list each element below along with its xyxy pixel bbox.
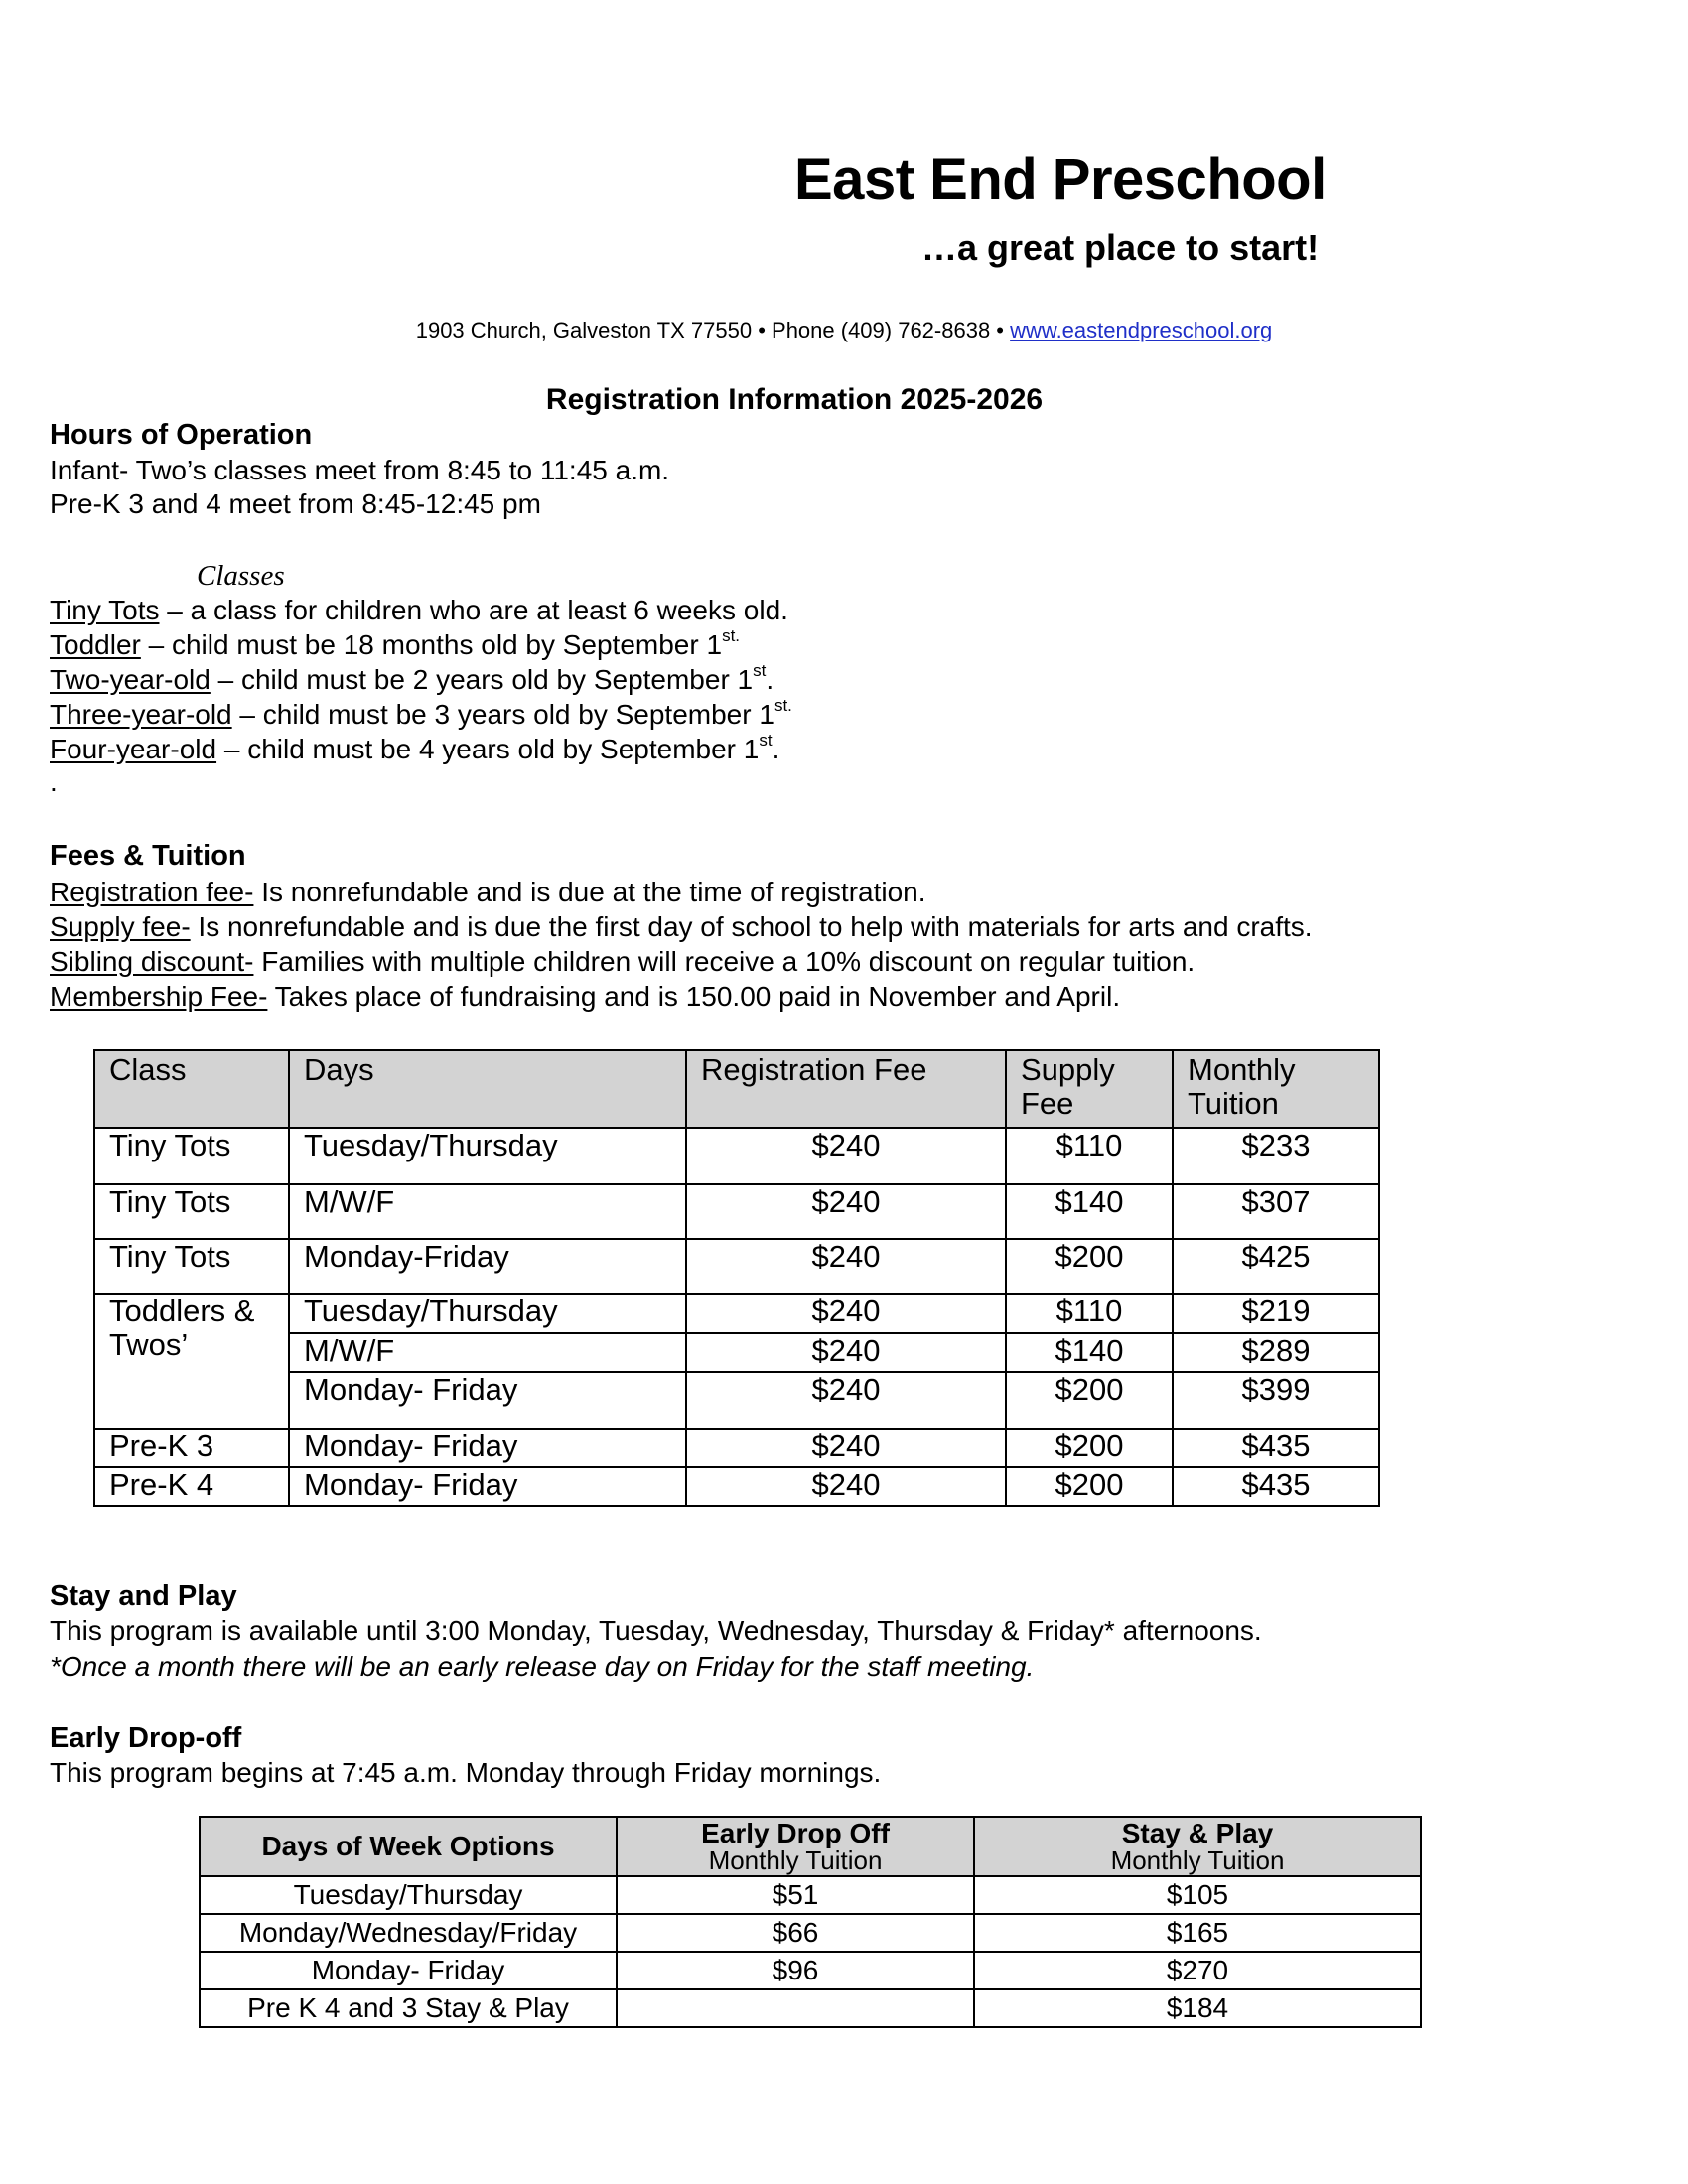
table-row <box>94 1239 1379 1294</box>
table-cell: Pre-K 4 <box>94 1467 289 1506</box>
table-cell: $105 <box>974 1876 1421 1914</box>
address-line <box>0 320 1688 341</box>
table-cell: $240 <box>686 1239 1006 1294</box>
class-end: . <box>766 664 774 695</box>
class-name: Four-year-old <box>50 734 217 764</box>
table-cell: M/W/F <box>289 1184 686 1239</box>
table-row <box>94 1429 1379 1467</box>
stay-play-line: This program is available until 3:00 Monday, Tuesday, Wednesday, Thursday & Friday* afternoons. <box>50 1615 1262 1646</box>
table-cell: Tiny Tots <box>94 1128 289 1184</box>
table-cell: Monday- Friday <box>289 1429 686 1467</box>
fee-item <box>50 948 1195 976</box>
header-cell: Days <box>289 1050 686 1128</box>
table-cell: Monday- Friday <box>289 1372 686 1429</box>
table-cell: $240 <box>686 1429 1006 1467</box>
table-cell: $219 <box>1173 1294 1379 1333</box>
table-cell: $184 <box>974 1989 1421 2027</box>
table-cell: $51 <box>617 1876 974 1914</box>
table-cell: $240 <box>686 1467 1006 1506</box>
class-item <box>50 661 774 695</box>
class-sup: st. <box>774 696 792 715</box>
hours-heading: Hours of Operation <box>50 419 313 451</box>
class-name: Two-year-old <box>50 664 211 695</box>
stray-dot: . <box>50 766 58 797</box>
table-cell: $240 <box>686 1372 1006 1429</box>
table-cell: $289 <box>1173 1333 1379 1372</box>
table-cell: $270 <box>974 1952 1421 1989</box>
table-cell: $140 <box>1006 1184 1173 1239</box>
class-desc: – child must be 4 years old by September 1 <box>216 734 760 764</box>
class-item <box>50 731 780 764</box>
early-dropoff-heading: Early Drop-off <box>50 1722 242 1754</box>
table-cell: Toddlers & Twos’ <box>94 1294 289 1429</box>
fee-term: Membership Fee- <box>50 981 268 1012</box>
table-row <box>94 1184 1379 1239</box>
header-cell: Monthly Tuition <box>1173 1050 1379 1128</box>
header-cell <box>617 1817 974 1876</box>
tagline: …a great place to start! <box>921 227 1320 268</box>
table-cell: $425 <box>1173 1239 1379 1294</box>
table-cell: Monday-Friday <box>289 1239 686 1294</box>
class-item <box>50 696 792 730</box>
class-desc: – child must be 3 years old by September 1 <box>231 699 774 730</box>
header-cell: Supply Fee <box>1006 1050 1173 1128</box>
fee-term: Sibling discount- <box>50 946 254 977</box>
table-row <box>94 1294 1379 1333</box>
table-cell: $200 <box>1006 1372 1173 1429</box>
fee-text: Is nonrefundable and is due at the time of registration. <box>253 877 926 907</box>
class-desc: – child must be 18 months old by September 1 <box>140 629 723 660</box>
table-row <box>200 1876 1421 1914</box>
header-cell: Class <box>94 1050 289 1128</box>
header-cell: Registration Fee <box>686 1050 1006 1128</box>
table-cell: $240 <box>686 1294 1006 1333</box>
early-dropoff-line: This program begins at 7:45 a.m. Monday through Friday mornings. <box>50 1757 882 1788</box>
table-row <box>200 1989 1421 2027</box>
header-title: Early Drop Off <box>701 1817 890 1848</box>
table-cell: Monday- Friday <box>200 1952 617 1989</box>
address-phone: 1903 Church, Galveston TX 77550 • Phone (409) 762-8638 • <box>415 318 1011 342</box>
table-cell: $435 <box>1173 1429 1379 1467</box>
table-cell: Monday- Friday <box>289 1467 686 1506</box>
class-desc: – child must be 2 years old by September 1 <box>210 664 754 695</box>
table-cell: Tuesday/Thursday <box>289 1294 686 1333</box>
class-item <box>50 597 788 624</box>
document-title: Registration Information 2025-2026 <box>545 383 1044 416</box>
table-row <box>200 1914 1421 1952</box>
table-row <box>200 1952 1421 1989</box>
stay-play-note: *Once a month there will be an early release day on Friday for the staff meeting. <box>50 1651 1035 1682</box>
class-sup: st <box>759 731 773 750</box>
class-desc: – a class for children who are at least 6 weeks old. <box>159 595 788 625</box>
stay-play-heading: Stay and Play <box>50 1580 237 1612</box>
table-cell: $110 <box>1006 1128 1173 1184</box>
header-cell <box>974 1817 1421 1876</box>
table-cell: $96 <box>617 1952 974 1989</box>
class-name: Toddler <box>50 629 141 660</box>
table-cell: Pre-K 3 <box>94 1429 289 1467</box>
table-cell: $233 <box>1173 1128 1379 1184</box>
table-cell: $200 <box>1006 1429 1173 1467</box>
class-name: Tiny Tots <box>50 595 160 625</box>
class-end: . <box>772 734 780 764</box>
fee-text: Is nonrefundable and is due the first day of school to help with materials for arts and crafts. <box>190 911 1313 942</box>
fee-item <box>50 879 926 906</box>
header-title: Stay & Play <box>1121 1817 1274 1848</box>
table-cell: $240 <box>686 1333 1006 1372</box>
table-cell: Monday/Wednesday/Friday <box>200 1914 617 1952</box>
header-cell: Days of Week Options <box>200 1817 617 1876</box>
school-name: East End Preschool <box>794 147 1327 211</box>
table-row <box>94 1467 1379 1506</box>
table-cell: M/W/F <box>289 1333 686 1372</box>
extended-care-table <box>199 1816 1422 2028</box>
fees-heading: Fees & Tuition <box>50 840 246 872</box>
header-subtitle: Monthly Tuition <box>1110 1845 1285 1876</box>
class-sup: st. <box>722 626 741 645</box>
table-cell <box>617 1989 974 2027</box>
table-cell: $307 <box>1173 1184 1379 1239</box>
class-sup: st <box>753 661 767 680</box>
fee-table <box>93 1049 1380 1507</box>
table-cell: $435 <box>1173 1467 1379 1506</box>
table-cell: Tuesday/Thursday <box>200 1876 617 1914</box>
table-cell: $200 <box>1006 1467 1173 1506</box>
website-link[interactable]: www.eastendpreschool.org <box>1010 318 1273 342</box>
table-cell: Tiny Tots <box>94 1239 289 1294</box>
table-cell: $200 <box>1006 1239 1173 1294</box>
table-cell: $240 <box>686 1184 1006 1239</box>
table-row <box>94 1128 1379 1184</box>
fee-text: Families with multiple children will receive a 10% discount on regular tuition. <box>253 946 1196 977</box>
table-cell: $240 <box>686 1128 1006 1184</box>
fee-text: Takes place of fundraising and is 150.00 paid in November and April. <box>267 981 1121 1012</box>
fee-item <box>50 983 1120 1011</box>
table-cell: $165 <box>974 1914 1421 1952</box>
hours-line-2: Pre-K 3 and 4 meet from 8:45-12:45 pm <box>50 488 541 519</box>
fee-term: Supply fee- <box>50 911 191 942</box>
hours-line-1: Infant- Two’s classes meet from 8:45 to 11:45 a.m. <box>50 455 670 485</box>
care-table-header <box>200 1817 1421 1876</box>
table-cell: $110 <box>1006 1294 1173 1333</box>
table-cell: $399 <box>1173 1372 1379 1429</box>
table-cell: $140 <box>1006 1333 1173 1372</box>
header-subtitle: Monthly Tuition <box>708 1845 883 1876</box>
table-cell: Tiny Tots <box>94 1184 289 1239</box>
table-cell: Tuesday/Thursday <box>289 1128 686 1184</box>
fee-item <box>50 913 1313 941</box>
class-name: Three-year-old <box>50 699 232 730</box>
classes-heading: Classes <box>197 560 285 592</box>
table-cell: $66 <box>617 1914 974 1952</box>
table-cell: Pre K 4 and 3 Stay & Play <box>200 1989 617 2027</box>
class-item <box>50 626 741 660</box>
fee-term: Registration fee- <box>50 877 254 907</box>
fee-table-header <box>94 1050 1379 1128</box>
